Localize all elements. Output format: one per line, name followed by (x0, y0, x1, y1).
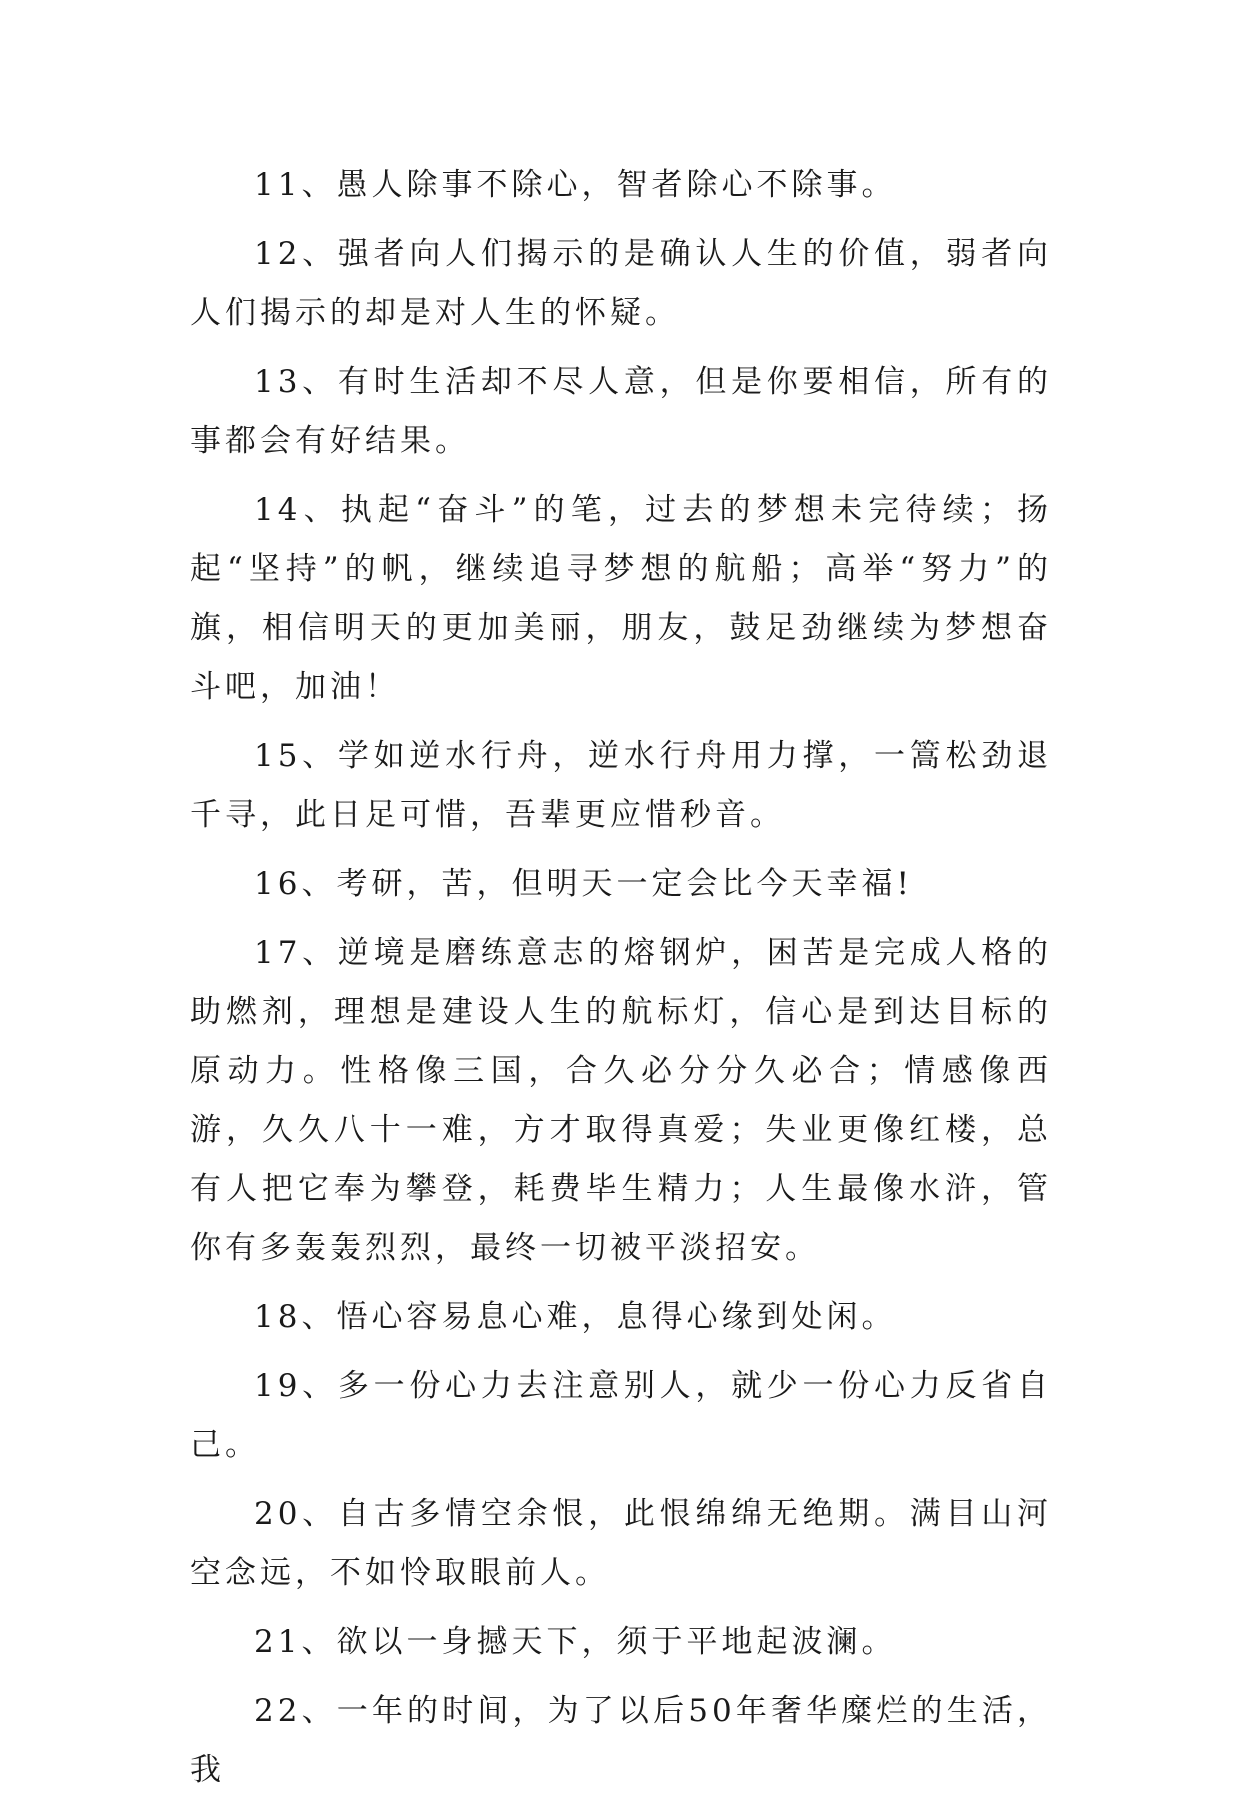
quote-paragraph-22: 22、一年的时间，为了以后50年奢华糜烂的生活，我 (190, 1693, 1052, 1788)
quote-paragraph-12: 12、强者向人们揭示的是确认人生的价值，弱者向人们揭示的却是对人生的怀疑。 (190, 236, 1052, 331)
quote-paragraph-21: 21、欲以一身撼天下，须于平地起波澜。 (254, 1624, 897, 1660)
quote-paragraph-16: 16、考研，苦，但明天一定会比今天幸福! (254, 866, 913, 902)
document-page (190, 156, 1052, 1810)
quote-paragraph-18: 18、悟心容易息心难，息得心缘到处闲。 (254, 1299, 897, 1335)
quote-paragraph-17: 17、逆境是磨练意志的熔钢炉，困苦是完成人格的助燃剂，理想是建设人生的航标灯，信心是到达目标的原动力。性格像三国，合久必分分久必合；情感像西游，久久八十一难，方才取得真爱；失业更像红楼，总有人把它奉为攀登，耗费毕生精力；人生最像水浒，管你有多轰轰烈烈，最终一切被平淡招安。 (190, 935, 1052, 1266)
quote-paragraph-14: 14、执起“奋斗”的笔，过去的梦想未完待续；扬起“坚持”的帆，继续追寻梦想的航船；高举“努力”的旗，相信明天的更加美丽，朋友，鼓足劲继续为梦想奋斗吧，加油！ (190, 492, 1052, 705)
quote-paragraph-20: 20、自古多情空余恨，此恨绵绵无绝期。满目山河空念远，不如怜取眼前人。 (190, 1496, 1052, 1591)
quote-paragraph-19: 19、多一份心力去注意别人，就少一份心力反省自己。 (190, 1368, 1052, 1463)
quote-paragraph-11: 11、愚人除事不除心，智者除心不除事。 (254, 167, 897, 203)
quote-paragraph-13: 13、有时生活却不尽人意，但是你要相信，所有的事都会有好结果。 (190, 364, 1052, 459)
quote-paragraph-15: 15、学如逆水行舟，逆水行舟用力撑，一篙松劲退千寻，此日足可惜，吾辈更应惜秒音。 (190, 738, 1052, 833)
